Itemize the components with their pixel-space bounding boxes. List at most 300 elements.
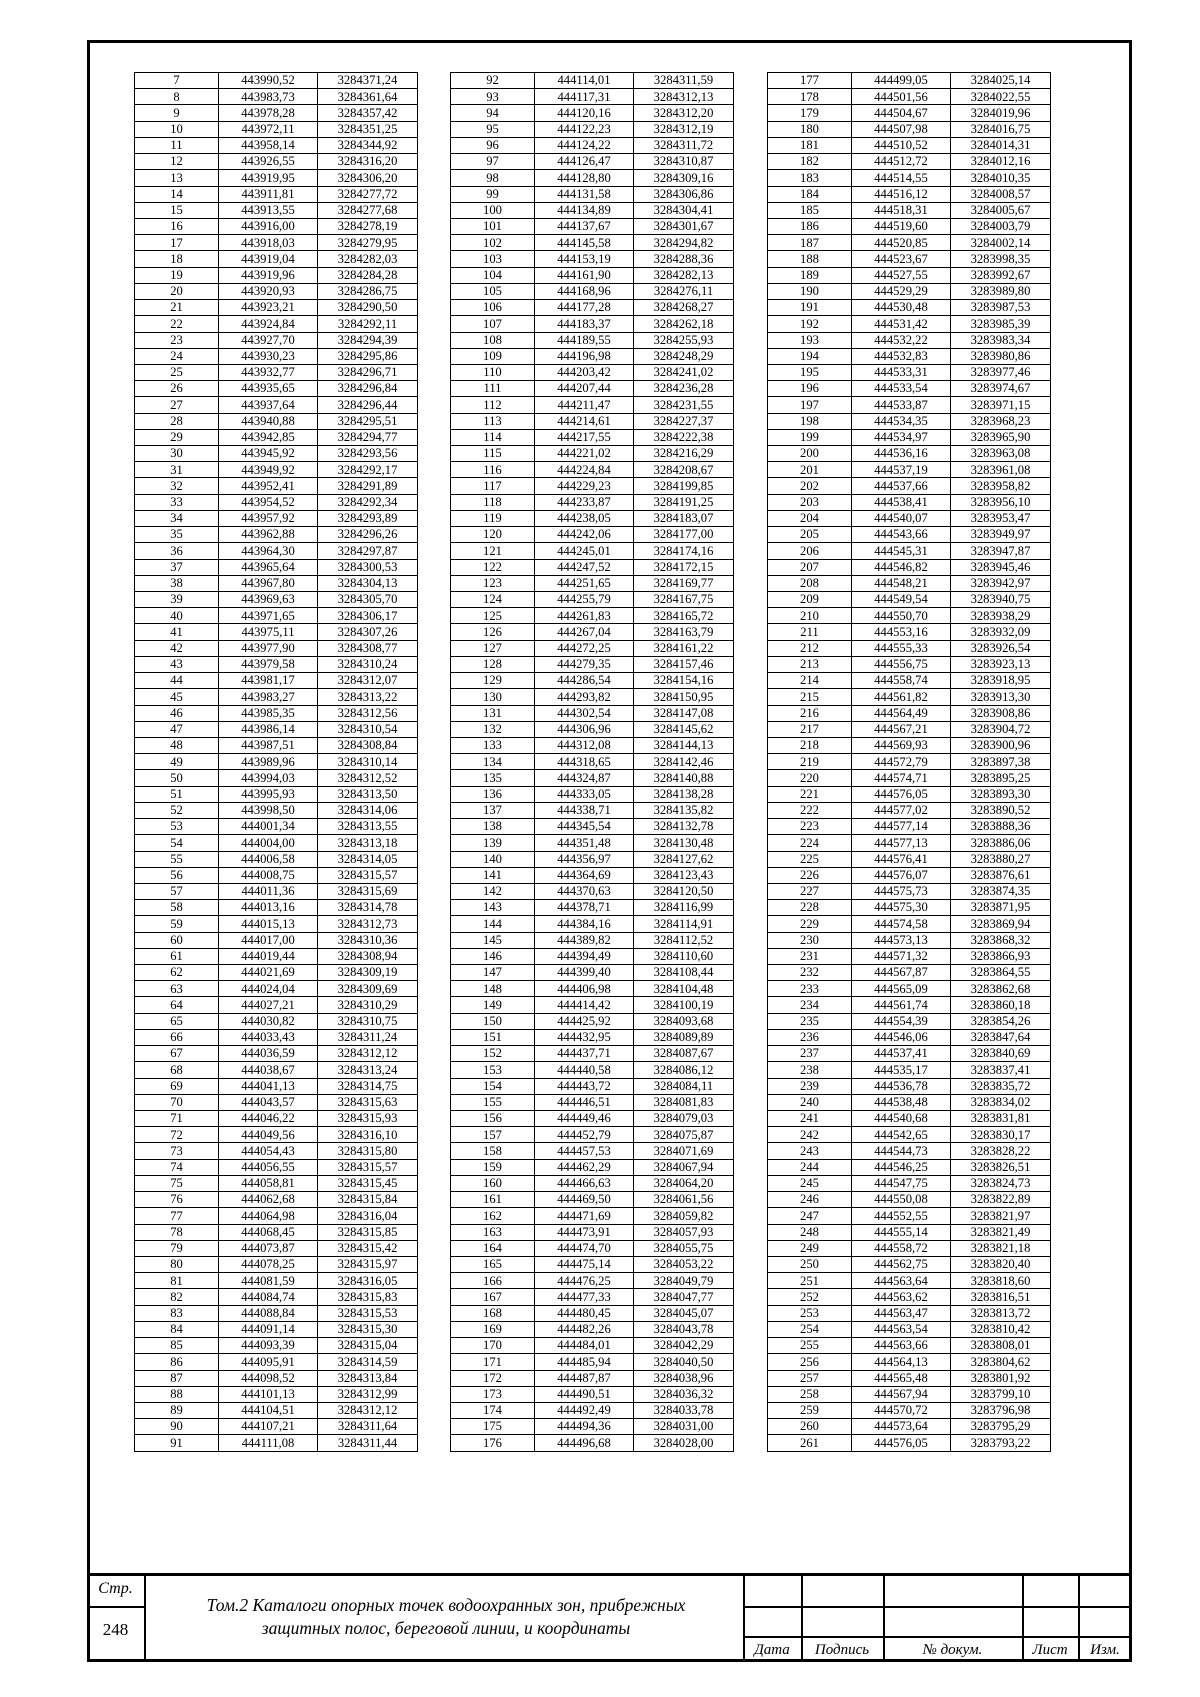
point-number: 139 [451, 835, 535, 851]
x-coordinate: 443924,84 [219, 316, 318, 332]
y-coordinate: 3283818,60 [951, 1273, 1051, 1289]
x-coordinate: 444041,13 [219, 1078, 318, 1094]
y-coordinate: 3284313,84 [318, 1370, 418, 1386]
x-coordinate: 443927,70 [219, 332, 318, 348]
point-number: 38 [135, 575, 219, 591]
page-number: 248 [102, 1620, 129, 1639]
x-coordinate: 444406,98 [535, 981, 634, 997]
table-row [135, 73, 418, 89]
table-row [451, 981, 734, 997]
table-row [768, 1289, 1051, 1305]
table-row [135, 510, 418, 526]
x-coordinate: 444008,75 [219, 867, 318, 883]
table-row [451, 364, 734, 380]
point-number: 9 [135, 105, 219, 121]
table-row [768, 867, 1051, 883]
point-number: 145 [451, 932, 535, 948]
y-coordinate: 3283860,18 [951, 997, 1051, 1013]
table-row [135, 1208, 418, 1224]
y-coordinate: 3283932,09 [951, 624, 1051, 640]
table-row [135, 965, 418, 981]
x-coordinate: 444536,16 [852, 446, 951, 462]
x-coordinate: 444038,67 [219, 1062, 318, 1078]
y-coordinate: 3284315,84 [318, 1192, 418, 1208]
point-number: 68 [135, 1062, 219, 1078]
point-number: 261 [768, 1435, 852, 1451]
x-coordinate: 444238,05 [535, 510, 634, 526]
x-coordinate: 444124,22 [535, 137, 634, 153]
x-coordinate: 444126,47 [535, 154, 634, 170]
table-row [451, 1062, 734, 1078]
point-number: 47 [135, 721, 219, 737]
y-coordinate: 3284191,25 [634, 494, 734, 510]
y-coordinate: 3284310,24 [318, 656, 418, 672]
x-coordinate: 444514,55 [852, 170, 951, 186]
x-coordinate: 444101,13 [219, 1386, 318, 1402]
point-number: 237 [768, 1046, 852, 1062]
x-coordinate: 444555,33 [852, 640, 951, 656]
point-number: 31 [135, 462, 219, 478]
y-coordinate: 3284313,22 [318, 689, 418, 705]
table-row [768, 1094, 1051, 1110]
y-coordinate: 3284313,18 [318, 835, 418, 851]
x-coordinate: 444272,25 [535, 640, 634, 656]
y-coordinate: 3284309,69 [318, 981, 418, 997]
table-row [451, 186, 734, 202]
table-row [135, 883, 418, 899]
table-row [135, 997, 418, 1013]
table-row [768, 429, 1051, 445]
point-number: 260 [768, 1419, 852, 1435]
y-coordinate: 3284282,13 [634, 267, 734, 283]
y-coordinate: 3284313,24 [318, 1062, 418, 1078]
table-row [135, 332, 418, 348]
table-row [135, 397, 418, 413]
point-number: 67 [135, 1046, 219, 1062]
x-coordinate: 444384,16 [535, 916, 634, 932]
y-coordinate: 3283983,34 [951, 332, 1051, 348]
x-coordinate: 443985,35 [219, 705, 318, 721]
x-coordinate: 444058,81 [219, 1175, 318, 1191]
table-row [135, 1321, 418, 1337]
x-coordinate: 443919,95 [219, 170, 318, 186]
y-coordinate: 3284025,14 [951, 73, 1051, 89]
y-coordinate: 3284130,48 [634, 835, 734, 851]
point-number: 165 [451, 1256, 535, 1272]
x-coordinate: 443926,55 [219, 154, 318, 170]
y-coordinate: 3284312,99 [318, 1386, 418, 1402]
point-number: 228 [768, 900, 852, 916]
y-coordinate: 3284315,93 [318, 1111, 418, 1127]
point-number: 22 [135, 316, 219, 332]
document-title-line-1: Том.2 Каталоги опорных точек водоохранных зон, прибрежных [206, 1595, 686, 1615]
point-number: 27 [135, 397, 219, 413]
x-coordinate: 444024,04 [219, 981, 318, 997]
x-coordinate: 444532,22 [852, 332, 951, 348]
y-coordinate: 3284296,44 [318, 397, 418, 413]
y-coordinate: 3284308,94 [318, 948, 418, 964]
point-number: 45 [135, 689, 219, 705]
y-coordinate: 3283796,98 [951, 1402, 1051, 1418]
y-coordinate: 3284108,44 [634, 965, 734, 981]
x-coordinate: 444563,64 [852, 1273, 951, 1289]
y-coordinate: 3283810,42 [951, 1321, 1051, 1337]
point-number: 57 [135, 883, 219, 899]
point-number: 190 [768, 283, 852, 299]
point-number: 99 [451, 186, 535, 202]
y-coordinate: 3284064,20 [634, 1175, 734, 1191]
x-coordinate: 444131,58 [535, 186, 634, 202]
table-row [451, 1435, 734, 1451]
table-row [135, 462, 418, 478]
table-row [451, 608, 734, 624]
x-coordinate: 444490,51 [535, 1386, 634, 1402]
point-number: 90 [135, 1419, 219, 1435]
x-coordinate: 444569,93 [852, 737, 951, 753]
table-row [135, 527, 418, 543]
y-coordinate: 3284294,77 [318, 429, 418, 445]
point-number: 77 [135, 1208, 219, 1224]
point-number: 121 [451, 543, 535, 559]
y-coordinate: 3284312,73 [318, 916, 418, 932]
point-number: 23 [135, 332, 219, 348]
table-row [768, 218, 1051, 234]
y-coordinate: 3283977,46 [951, 364, 1051, 380]
y-coordinate: 3284311,24 [318, 1029, 418, 1045]
x-coordinate: 444577,14 [852, 819, 951, 835]
x-coordinate: 443919,96 [219, 267, 318, 283]
x-coordinate: 444538,41 [852, 494, 951, 510]
y-coordinate: 3284005,67 [951, 202, 1051, 218]
point-number: 114 [451, 429, 535, 445]
point-number: 128 [451, 656, 535, 672]
point-number: 173 [451, 1386, 535, 1402]
y-coordinate: 3284315,63 [318, 1094, 418, 1110]
y-coordinate: 3284311,72 [634, 137, 734, 153]
table-row [451, 332, 734, 348]
table-row [135, 1273, 418, 1289]
table-row [451, 786, 734, 802]
x-coordinate: 444279,35 [535, 656, 634, 672]
x-coordinate: 444177,28 [535, 300, 634, 316]
y-coordinate: 3284292,11 [318, 316, 418, 332]
y-coordinate: 3284344,92 [318, 137, 418, 153]
table-row [451, 883, 734, 899]
y-coordinate: 3283971,15 [951, 397, 1051, 413]
table-row [768, 1305, 1051, 1321]
table-row [135, 1370, 418, 1386]
table-row [768, 786, 1051, 802]
table-row [451, 737, 734, 753]
x-coordinate: 443945,92 [219, 446, 318, 462]
x-coordinate: 444577,13 [852, 835, 951, 851]
table-row [451, 705, 734, 721]
x-coordinate: 444364,69 [535, 867, 634, 883]
y-coordinate: 3284306,20 [318, 170, 418, 186]
x-coordinate: 444293,82 [535, 689, 634, 705]
x-coordinate: 444537,41 [852, 1046, 951, 1062]
table-row [135, 1078, 418, 1094]
x-coordinate: 444466,63 [535, 1175, 634, 1191]
x-coordinate: 444570,72 [852, 1402, 951, 1418]
y-coordinate: 3284089,89 [634, 1029, 734, 1045]
y-coordinate: 3284161,22 [634, 640, 734, 656]
x-coordinate: 444576,05 [852, 1435, 951, 1451]
y-coordinate: 3284127,62 [634, 851, 734, 867]
y-coordinate: 3284231,55 [634, 397, 734, 413]
table-row [768, 624, 1051, 640]
table-row [768, 121, 1051, 137]
table-row [135, 786, 418, 802]
table-row [768, 1354, 1051, 1370]
x-coordinate: 444562,75 [852, 1256, 951, 1272]
y-coordinate: 3284059,82 [634, 1208, 734, 1224]
table-row [451, 300, 734, 316]
x-coordinate: 444088,84 [219, 1305, 318, 1321]
point-number: 176 [451, 1435, 535, 1451]
point-number: 147 [451, 965, 535, 981]
x-coordinate: 444567,87 [852, 965, 951, 981]
x-coordinate: 444534,97 [852, 429, 951, 445]
point-number: 170 [451, 1338, 535, 1354]
x-coordinate: 443971,65 [219, 608, 318, 624]
y-coordinate: 3284312,56 [318, 705, 418, 721]
y-coordinate: 3284093,68 [634, 1013, 734, 1029]
y-coordinate: 3283963,08 [951, 446, 1051, 462]
table-row [768, 478, 1051, 494]
x-coordinate: 444547,75 [852, 1175, 951, 1191]
point-number: 158 [451, 1143, 535, 1159]
table-row [135, 170, 418, 186]
point-number: 50 [135, 770, 219, 786]
table-row [135, 1256, 418, 1272]
point-number: 87 [135, 1370, 219, 1386]
table-row [135, 235, 418, 251]
table-row [768, 592, 1051, 608]
point-number: 55 [135, 851, 219, 867]
y-coordinate: 3284140,88 [634, 770, 734, 786]
table-row [451, 1094, 734, 1110]
table-row [768, 73, 1051, 89]
point-number: 178 [768, 89, 852, 105]
table-row [768, 640, 1051, 656]
table-row [768, 364, 1051, 380]
y-coordinate: 3284294,39 [318, 332, 418, 348]
point-number: 247 [768, 1208, 852, 1224]
point-number: 194 [768, 348, 852, 364]
table-row [768, 1402, 1051, 1418]
y-coordinate: 3284371,24 [318, 73, 418, 89]
x-coordinate: 444217,55 [535, 429, 634, 445]
x-coordinate: 444546,25 [852, 1159, 951, 1175]
point-number: 141 [451, 867, 535, 883]
table-row [451, 1192, 734, 1208]
y-coordinate: 3283793,22 [951, 1435, 1051, 1451]
point-number: 49 [135, 754, 219, 770]
x-coordinate: 444564,49 [852, 705, 951, 721]
y-coordinate: 3284167,75 [634, 592, 734, 608]
x-coordinate: 444137,67 [535, 218, 634, 234]
y-coordinate: 3284053,22 [634, 1256, 734, 1272]
point-number: 140 [451, 851, 535, 867]
point-number: 101 [451, 218, 535, 234]
document-title-line-2: защитных полос, береговой линии, и координаты [261, 1618, 631, 1638]
x-coordinate: 444153,19 [535, 251, 634, 267]
y-coordinate: 3284292,17 [318, 462, 418, 478]
y-coordinate: 3284132,78 [634, 819, 734, 835]
y-coordinate: 3284177,00 [634, 527, 734, 543]
y-coordinate: 3284279,95 [318, 235, 418, 251]
table-row [768, 851, 1051, 867]
y-coordinate: 3283888,36 [951, 819, 1051, 835]
point-number: 118 [451, 494, 535, 510]
x-coordinate: 444036,59 [219, 1046, 318, 1062]
table-row [768, 1046, 1051, 1062]
x-coordinate: 444462,29 [535, 1159, 634, 1175]
table-row [451, 965, 734, 981]
y-coordinate: 3284138,28 [634, 786, 734, 802]
table-row [451, 673, 734, 689]
point-number: 135 [451, 770, 535, 786]
point-number: 29 [135, 429, 219, 445]
y-coordinate: 3283822,89 [951, 1192, 1051, 1208]
x-coordinate: 444530,48 [852, 300, 951, 316]
table-row [135, 1435, 418, 1451]
x-coordinate: 444312,08 [535, 737, 634, 753]
x-coordinate: 444573,64 [852, 1419, 951, 1435]
table-row [451, 510, 734, 526]
x-coordinate: 444571,32 [852, 948, 951, 964]
x-coordinate: 444564,13 [852, 1354, 951, 1370]
x-coordinate: 444251,65 [535, 575, 634, 591]
table-row [135, 608, 418, 624]
x-coordinate: 444473,91 [535, 1224, 634, 1240]
table-row [135, 89, 418, 105]
point-number: 83 [135, 1305, 219, 1321]
point-number: 92 [451, 73, 535, 89]
table-row [135, 867, 418, 883]
y-coordinate: 3284361,64 [318, 89, 418, 105]
x-coordinate: 443998,50 [219, 802, 318, 818]
point-number: 56 [135, 867, 219, 883]
table-row [451, 105, 734, 121]
x-coordinate: 444013,16 [219, 900, 318, 916]
x-coordinate: 444054,43 [219, 1143, 318, 1159]
x-coordinate: 444501,56 [852, 89, 951, 105]
x-coordinate: 443949,92 [219, 462, 318, 478]
x-coordinate: 444356,97 [535, 851, 634, 867]
x-coordinate: 443937,64 [219, 397, 318, 413]
point-number: 144 [451, 916, 535, 932]
x-coordinate: 444267,04 [535, 624, 634, 640]
point-number: 11 [135, 137, 219, 153]
x-coordinate: 443913,55 [219, 202, 318, 218]
y-coordinate: 3283876,61 [951, 867, 1051, 883]
y-coordinate: 3284304,41 [634, 202, 734, 218]
x-coordinate: 444114,01 [535, 73, 634, 89]
table-row [135, 300, 418, 316]
point-number: 13 [135, 170, 219, 186]
x-coordinate: 444518,31 [852, 202, 951, 218]
y-coordinate: 3284157,46 [634, 656, 734, 672]
point-number: 229 [768, 916, 852, 932]
table-row [768, 770, 1051, 786]
point-number: 253 [768, 1305, 852, 1321]
point-number: 78 [135, 1224, 219, 1240]
point-number: 76 [135, 1192, 219, 1208]
x-coordinate: 444546,06 [852, 1029, 951, 1045]
y-coordinate: 3283989,80 [951, 283, 1051, 299]
y-coordinate: 3283824,73 [951, 1175, 1051, 1191]
x-coordinate: 444540,68 [852, 1111, 951, 1127]
y-coordinate: 3283821,97 [951, 1208, 1051, 1224]
x-coordinate: 443969,63 [219, 592, 318, 608]
point-number: 63 [135, 981, 219, 997]
y-coordinate: 3283874,35 [951, 883, 1051, 899]
point-number: 58 [135, 900, 219, 916]
point-number: 213 [768, 656, 852, 672]
x-coordinate: 443986,14 [219, 721, 318, 737]
x-coordinate: 444563,54 [852, 1321, 951, 1337]
signature-header: Подпись [814, 1642, 870, 1658]
x-coordinate: 444221,02 [535, 446, 634, 462]
table-row [135, 1338, 418, 1354]
x-coordinate: 444535,17 [852, 1062, 951, 1078]
point-number: 174 [451, 1402, 535, 1418]
coordinates-table-2 [450, 72, 734, 1452]
y-coordinate: 3284255,93 [634, 332, 734, 348]
y-coordinate: 3283804,62 [951, 1354, 1051, 1370]
point-number: 130 [451, 689, 535, 705]
point-number: 187 [768, 235, 852, 251]
table-row [135, 218, 418, 234]
y-coordinate: 3283893,30 [951, 786, 1051, 802]
table-row [768, 948, 1051, 964]
point-number: 254 [768, 1321, 852, 1337]
table-row [451, 235, 734, 251]
table-row [768, 381, 1051, 397]
point-number: 133 [451, 737, 535, 753]
table-row [451, 283, 734, 299]
x-coordinate: 444519,60 [852, 218, 951, 234]
point-number: 162 [451, 1208, 535, 1224]
table-row [135, 267, 418, 283]
point-number: 142 [451, 883, 535, 899]
point-number: 218 [768, 737, 852, 753]
table-row [451, 656, 734, 672]
x-coordinate: 443918,03 [219, 235, 318, 251]
point-number: 239 [768, 1078, 852, 1094]
table-row [135, 1192, 418, 1208]
x-coordinate: 444161,90 [535, 267, 634, 283]
point-number: 241 [768, 1111, 852, 1127]
y-coordinate: 3284040,50 [634, 1354, 734, 1370]
y-coordinate: 3284061,56 [634, 1192, 734, 1208]
point-number: 109 [451, 348, 535, 364]
y-coordinate: 3284043,78 [634, 1321, 734, 1337]
y-coordinate: 3284308,84 [318, 737, 418, 753]
table-row [135, 1224, 418, 1240]
y-coordinate: 3284284,28 [318, 267, 418, 283]
x-coordinate: 444575,30 [852, 900, 951, 916]
table-row [451, 900, 734, 916]
y-coordinate: 3284172,15 [634, 559, 734, 575]
x-coordinate: 444449,46 [535, 1111, 634, 1127]
table-row [135, 186, 418, 202]
point-number: 28 [135, 413, 219, 429]
y-coordinate: 3284163,79 [634, 624, 734, 640]
table-row [451, 527, 734, 543]
